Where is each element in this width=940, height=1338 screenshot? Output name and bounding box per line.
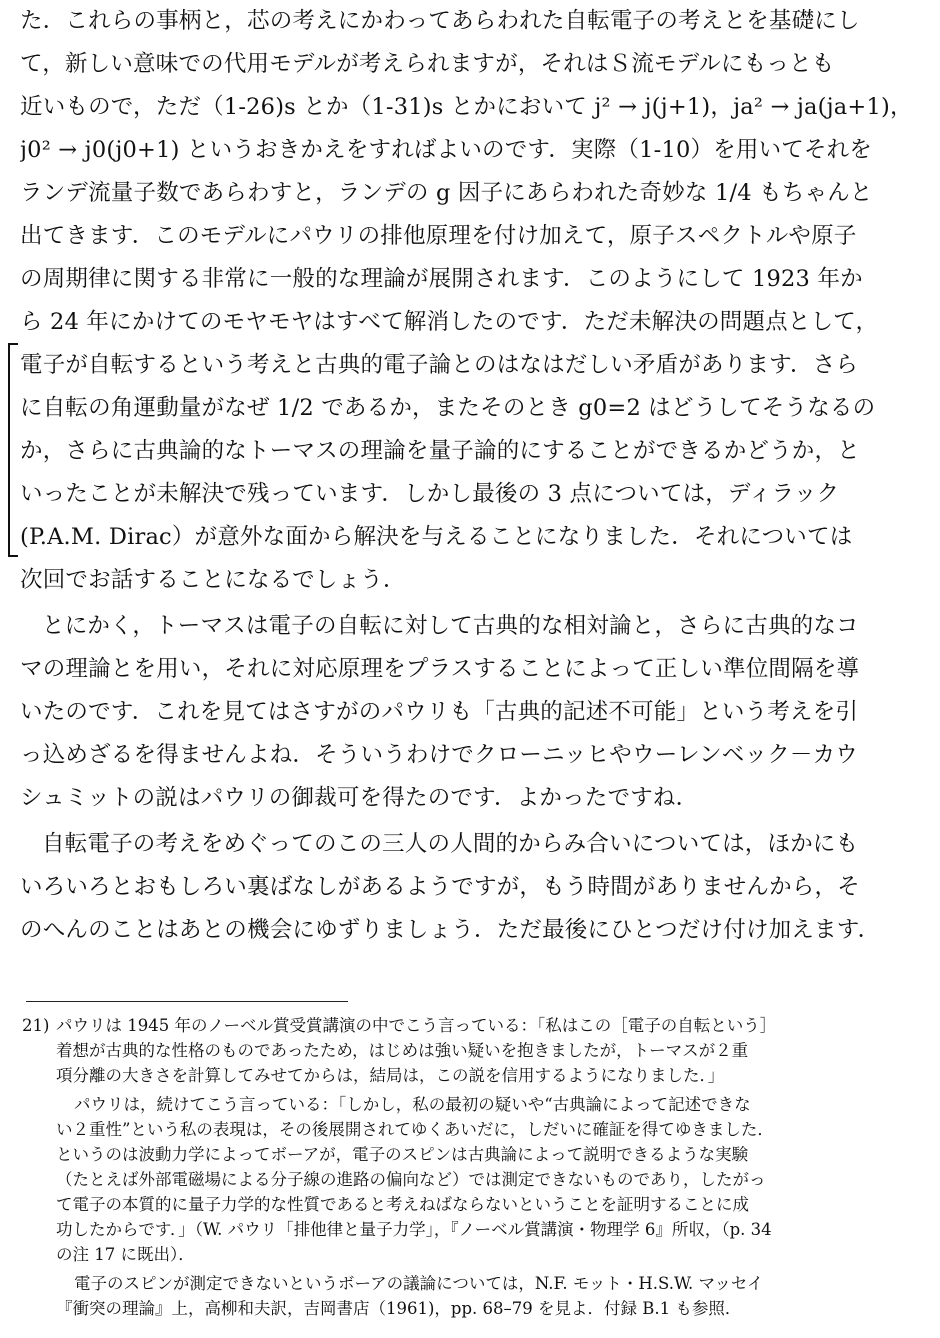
body-line: っ込めざるを得ませんよね．そういうわけでクローニッヒやウーレンベック－カウ [20, 742, 858, 768]
body-line: のへんのことはあとの機会にゆずりましょう．ただ最後にひとつだけ付け加えます． [20, 917, 881, 943]
body-line: いたのです．これを見てはさすがのパウリも「古典的記述不可能」という考えを引 [20, 699, 859, 725]
body-line: 電子が自転するという考えと古典的電子論とのはなはだしい矛盾があります．さら [20, 352, 859, 378]
footnote-line: 着想が古典的な性格のものであったため，はじめは強い疑いを抱きましたが，トーマスが２重 [56, 1041, 749, 1060]
footnote-line: というのは波動力学によってボーアが，電子のスピンは古典論によって説明できるような実験 [56, 1145, 749, 1164]
footnote-line: 電子のスピンが測定できないというボーアの議論については，N.F. モット・H.S.W. マッセイ [74, 1274, 764, 1293]
footnote-line: パウリは 1945 年のノーベル賞受賞講演の中でこう言っている：「私はこの［電子の自転という］ [56, 1016, 777, 1035]
body-line: ランデ流量子数であらわすと，ランデの g 因子にあらわれた奇妙な 1/4 もちゃんと [20, 180, 873, 206]
footnote-line: 『衝突の理論』上，高柳和夫訳，吉岡書店（1961)，pp. 68–79 を見よ．付録 B.1 も参照． [56, 1299, 742, 1318]
body-line: に自転の角運動量がなぜ 1/2 であるか，またそのとき g0=2 はどうしてそうなるの [20, 395, 876, 421]
body-line: て，新しい意味での代用モデルが考えられますが，それはＳ流モデルにもっとも [20, 51, 835, 77]
body-line: j0² → j0(j0+1) というおきかえをすればよいのです．実際（1-10）を用いてそれを [20, 137, 873, 163]
body-line: 次回でお話することになるでしょう． [20, 567, 406, 593]
footnote-line: 功したからです．」（W. パウリ「排他律と量子力学」，『ノーベル賞講演・物理学 6』所収，（p. 34 [56, 1220, 772, 1239]
body-line: (P.A.M. Dirac）が意外な面から解決を与えることになりました．それについては [20, 524, 853, 550]
body-line: とにかく，トーマスは電子の自転に対して古典的な相対論と，さらに古典的なコ [42, 613, 859, 639]
footnote-line: 項分離の大きさを計算してみせてからは，結局は，この説を信用するようになりました．」 [56, 1066, 725, 1085]
body-line: いったことが未解決で残っています．しかし最後の 3 点については，ディラック [20, 481, 840, 507]
body-line: の周期律に関する非常に一般的な理論が展開されます．このようにして 1923 年か [20, 266, 863, 292]
body-line: 自転電子の考えをめぐってのこの三人の人間的からみ合いについては，ほかにも [42, 831, 859, 857]
body-line: マの理論とを用い，それに対応原理をプラスすることによって正しい準位間隔を導 [20, 656, 860, 682]
footnote-line: （たとえば外部電磁場による分子線の進路の偏向など）では測定できないものであり，したがっ [56, 1170, 766, 1189]
body-line: た．これらの事柄と，芯の考えにかわってあらわれた自転電子の考えとを基礎にし [20, 8, 860, 34]
body-line: ら 24 年にかけてのモヤモヤはすべて解消したのです．ただ未解決の問題点として， [20, 309, 879, 335]
footnote-rule [26, 1001, 348, 1002]
footnote-line: パウリは，続けてこう言っている：「しかし，私の最初の疑いや“古典論によって記述できな [74, 1095, 751, 1114]
margin-bracket [8, 343, 18, 557]
body-line: か，さらに古典論的なトーマスの理論を量子論的にすることができるかどうか，と [20, 438, 860, 464]
footnote-line: て電子の本質的に量子力学的な性質であると考えねばならないということを証明することに成 [56, 1195, 749, 1214]
footnote-line: の注 17 に既出）． [56, 1245, 195, 1264]
body-line: 出てきます．このモデルにパウリの排他原理を付け加えて，原子スペクトルや原子 [20, 223, 857, 249]
body-line: 近いもので，ただ（1-26)s とか（1-31)s とかにおいて j² → j(j+1)，ja² → ja(ja+1)， [20, 94, 913, 120]
footnote-line: い２重性”という私の表現は，その後展開されてゆくあいだに，しだいに確証を得てゆきました． [56, 1120, 774, 1139]
footnote-number: 21) [22, 1016, 50, 1035]
body-line: いろいろとおもしろい裏ばなしがあるようですが，もう時間がありませんから，そ [20, 874, 860, 900]
body-line: シュミットの説はパウリの御裁可を得たのです．よかったですね． [20, 785, 699, 811]
